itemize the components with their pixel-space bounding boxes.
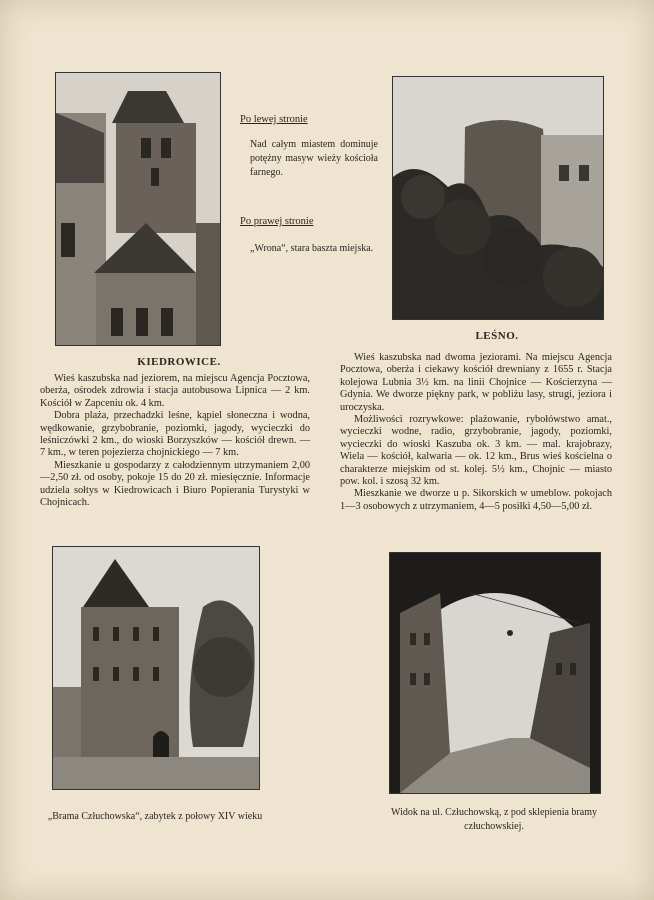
czluchowska-street-photo <box>389 552 601 794</box>
lesno-paragraph: Wieś kaszubska nad dwoma jeziorami. Na miejscu Agencja Pocztowa, oberża i ciekawy kościół drewniany z 1655 r. Stacja kolejowa Lubnia 3½ km. na linii Chojnice — Kościerzyna — Gdynia. We dworze piękny park, w pobliżu lasy, strugi, jeziora i uroczyska. <box>340 352 612 413</box>
left-side-text: Nad całym miastem dominuje potężny masyw wieży kościoła farnego. <box>250 139 378 178</box>
kiedrowice-paragraph: Mieszkanie u gospodarzy z całodziennym utrzymaniem 2,00—2,50 zł. od osoby, pokoje 15 do 20 zł. miesięcznie. Informacje udziela sołtys w Kiedrowicach i Biuro Popierania Turystyki w Chojnicach. <box>40 459 310 509</box>
kiedrowice-paragraph: Wieś kaszubska nad jeziorem, na miejscu Agencja Pocztowa, oberża, ośrodek zdrowia i stacja autobusowa Lipnica — 2 km. Kościół w Zapceniu ok. 4 km. <box>40 373 310 409</box>
brama-caption: „Brama Człuchowska“, zabytek z połowy XIV wieku <box>47 811 263 822</box>
lesno-title: LEŚNO. <box>475 330 519 342</box>
kiedrowice-paragraph: Dobra plaża, przechadzki leśne, kąpiel słoneczna i wodna, wędkowanie, grzybobranie, poziomki, jagody, wycieczki do leśniczówki 2 km., do wioski Borzyszków — kościół drewn. — 7 km., w teren pojezierza chojnickiego — 7 km. <box>40 410 310 459</box>
lesno-paragraph: Mieszkanie we dworze u p. Sikorskich w umeblow. pokojach 1—3 osobowych z utrzymaniem, 4—5 posiłki 4,50—5,00 zł. <box>340 488 612 512</box>
kiedrowice-body <box>40 373 310 509</box>
right-side-text: „Wrona“, stara baszta miejska. <box>250 243 374 254</box>
widok-caption: Widok na ul. Człuchowską, z pod sklepienia bramy człuchowskiej. <box>391 807 597 832</box>
kiedrowice-title: KIEDROWICE. <box>137 356 221 368</box>
wrona-tower-photo <box>392 76 604 320</box>
church-tower-photo <box>55 72 221 346</box>
lesno-body <box>340 352 612 513</box>
brama-czluchowska-photo <box>52 546 260 790</box>
lesno-paragraph: Możliwości rozrywkowe: plażowanie, rybołówstwo amat., wycieczki wodne, radio, grzybobranie, jagody, poziomki, wycieczki do wioski Kaszuba ok. 3 km. — mal. krajobrazy, Wiela — kościół, kalwaria — ok. 12 km., Brus wieś kościelna o charakterze miejskim od st. kolej. 5½ km., Chojnic — miasto pow. kol. i szosą 32 km. <box>340 414 612 488</box>
right-side-heading: Po prawej stronie <box>240 216 314 227</box>
left-side-heading: Po lewej stronie <box>240 114 308 125</box>
